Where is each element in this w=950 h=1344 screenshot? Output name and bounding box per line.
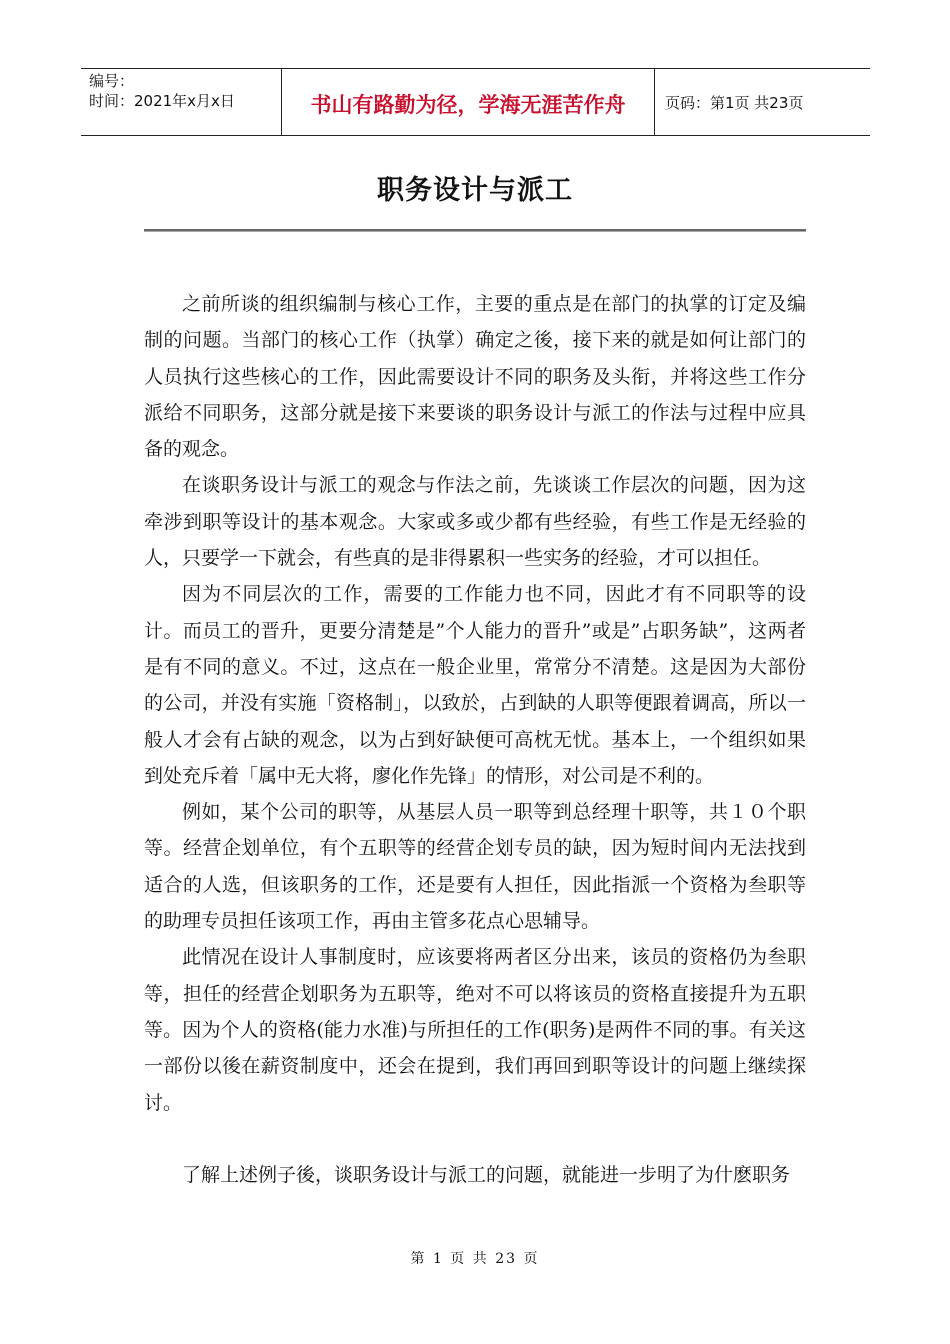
header-page-cell bbox=[655, 69, 870, 135]
paragraph: 此情况在设计人事制度时，应该要将两者区分出来，该员的资格仍为叁职等，担任的经营企划职务为五职等，绝对不可以将该员的资格直接提升为五职等。因为个人的资格(能力水准)与所担任的工作(职务)是两件不同的事。有关这一部份以後在薪资制度中，还会在提到，我们再回到职等设计的问题上继续探讨。 bbox=[144, 946, 806, 1114]
paragraph: 例如，某个公司的职等，从基层人员一职等到总经理十职等，共１０个职等。经营企划单位，有个五职等的经营企划专员的缺，因为短时间内无法找到适合的人选，但该职务的工作，还是要有人担任，因此指派一个资格为叁职等的助理专员担任该项工作，再由主管多花点心思辅导。 bbox=[144, 801, 806, 933]
page-info: 页码：第1页 共23页 bbox=[665, 93, 804, 112]
paragraph: 了解上述例子後，谈职务设计与派工的问题，就能进一步明了为什麽职务 bbox=[182, 1163, 791, 1186]
page-footer: 第 1 页 共 23 页 bbox=[410, 1251, 540, 1267]
document-title: 职务设计与派工 bbox=[377, 175, 573, 206]
title-divider bbox=[144, 229, 806, 232]
document-body bbox=[144, 286, 806, 1193]
paragraph: 在谈职务设计与派工的观念与作法之前，先谈谈工作层次的问题，因为这牵涉到职等设计的基本观念。大家或多或少都有些经验，有些工作是无经验的人，只要学一下就会，有些真的是非得累积一些实务的经验，才可以担任。 bbox=[144, 474, 806, 570]
paragraph: 之前所谈的组织编制与核心工作，主要的重点是在部门的执掌的订定及编制的问题。当部门的核心工作（执掌）确定之後，接下来的就是如何让部门的人员执行这些核心的工作，因此需要设计不同的职务及头衔，并将这些工作分派给不同职务，这部分就是接下来要谈的职务设计与派工的作法与过程中应具备的观念。 bbox=[144, 293, 806, 461]
header-table bbox=[81, 68, 870, 136]
header-meta-cell bbox=[81, 69, 282, 135]
date-label: 时间：2021年x月x日 bbox=[89, 92, 235, 110]
paragraph-gap bbox=[144, 1121, 806, 1157]
paragraph: 因为不同层次的工作，需要的工作能力也不同，因此才有不同职等的设计。而员工的晋升，更要分清楚是”个人能力的晋升”或是”占职务缺”，这两者是有不同的意义。不过，这点在一般企业里，常常分不清楚。这是因为大部份的公司，并没有实施「资格制」，以致於，占到缺的人职等便跟着调高，所以一般人才会有占缺的观念，以为占到好缺便可高枕无忧。基本上，一个组织如果到处充斥着「属中无大将，廖化作先锋」的情形，对公司是不利的。 bbox=[144, 583, 806, 787]
motto-text: 书山有路勤为径，学海无涯苦作舟 bbox=[310, 93, 626, 117]
header-motto-cell bbox=[282, 69, 655, 135]
doc-number-label: 编号： bbox=[89, 72, 135, 90]
